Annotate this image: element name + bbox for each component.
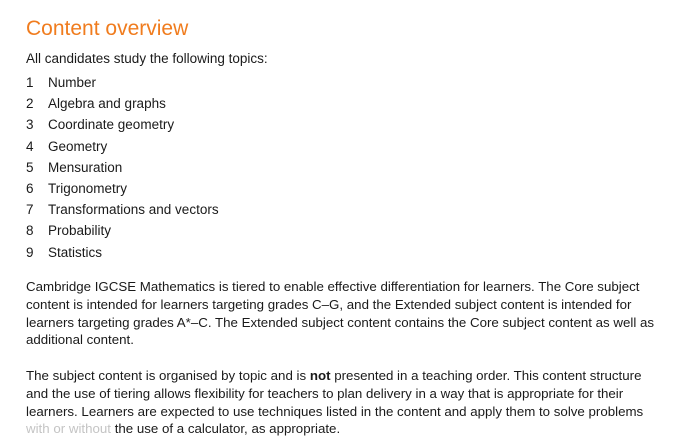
list-item xyxy=(26,180,219,201)
topic-number: 2 xyxy=(26,96,34,112)
list-item xyxy=(26,244,219,265)
list-item xyxy=(26,74,219,95)
topic-list xyxy=(26,74,219,265)
topic-number: 6 xyxy=(26,180,34,196)
paragraph-text-end: the use of a calculator, as appropriate. xyxy=(111,421,341,437)
emphasis-not: not xyxy=(309,368,331,383)
organisation-paragraph xyxy=(26,367,666,438)
topic-label: Transformations and vectors xyxy=(48,202,219,218)
page-title: Content overview xyxy=(26,17,189,40)
topic-label: Statistics xyxy=(48,244,103,260)
list-item xyxy=(26,138,219,159)
topic-label: Algebra and graphs xyxy=(48,96,166,112)
topic-label: Geometry xyxy=(48,138,108,154)
topic-number: 4 xyxy=(26,138,34,154)
topic-label: Mensuration xyxy=(48,159,123,175)
topic-number: 9 xyxy=(26,244,34,260)
obscured-text: with or without xyxy=(26,421,111,437)
tiering-paragraph: Cambridge IGCSE Mathematics is tiered to enable effective differentiation for learners. The Core subject content is intended for learners targeting grades C–G, and the Extended subject content is intended for learners targeting grades A*–C. The Extended subject content contains the Core subject content as well as additional content. xyxy=(26,279,655,348)
topic-number: 3 xyxy=(26,117,34,133)
topic-label: Probability xyxy=(48,223,112,239)
topic-number: 7 xyxy=(26,202,34,218)
topic-number: 5 xyxy=(26,159,34,175)
list-item xyxy=(26,95,219,116)
paragraph-text-start: The subject content is organised by topic and is xyxy=(26,368,310,383)
list-item xyxy=(26,116,219,137)
topic-label: Number xyxy=(48,75,97,90)
intro-text: All candidates study the following topics: xyxy=(26,51,268,66)
topic-number: 8 xyxy=(26,223,34,239)
list-item xyxy=(26,222,219,243)
list-item xyxy=(26,201,219,222)
topic-label: Coordinate geometry xyxy=(48,117,175,133)
list-item xyxy=(26,159,219,180)
topic-label: Trigonometry xyxy=(48,180,128,196)
topic-number: 1 xyxy=(26,75,34,90)
paragraph-text-middle: presented in a teaching order. This content structure and the use of tiering allows flexibility for teachers to plan delivery in a way that is appropriate for their learners. Learners are expected to use techniques listed in the content and apply them to solve problems xyxy=(26,368,644,419)
